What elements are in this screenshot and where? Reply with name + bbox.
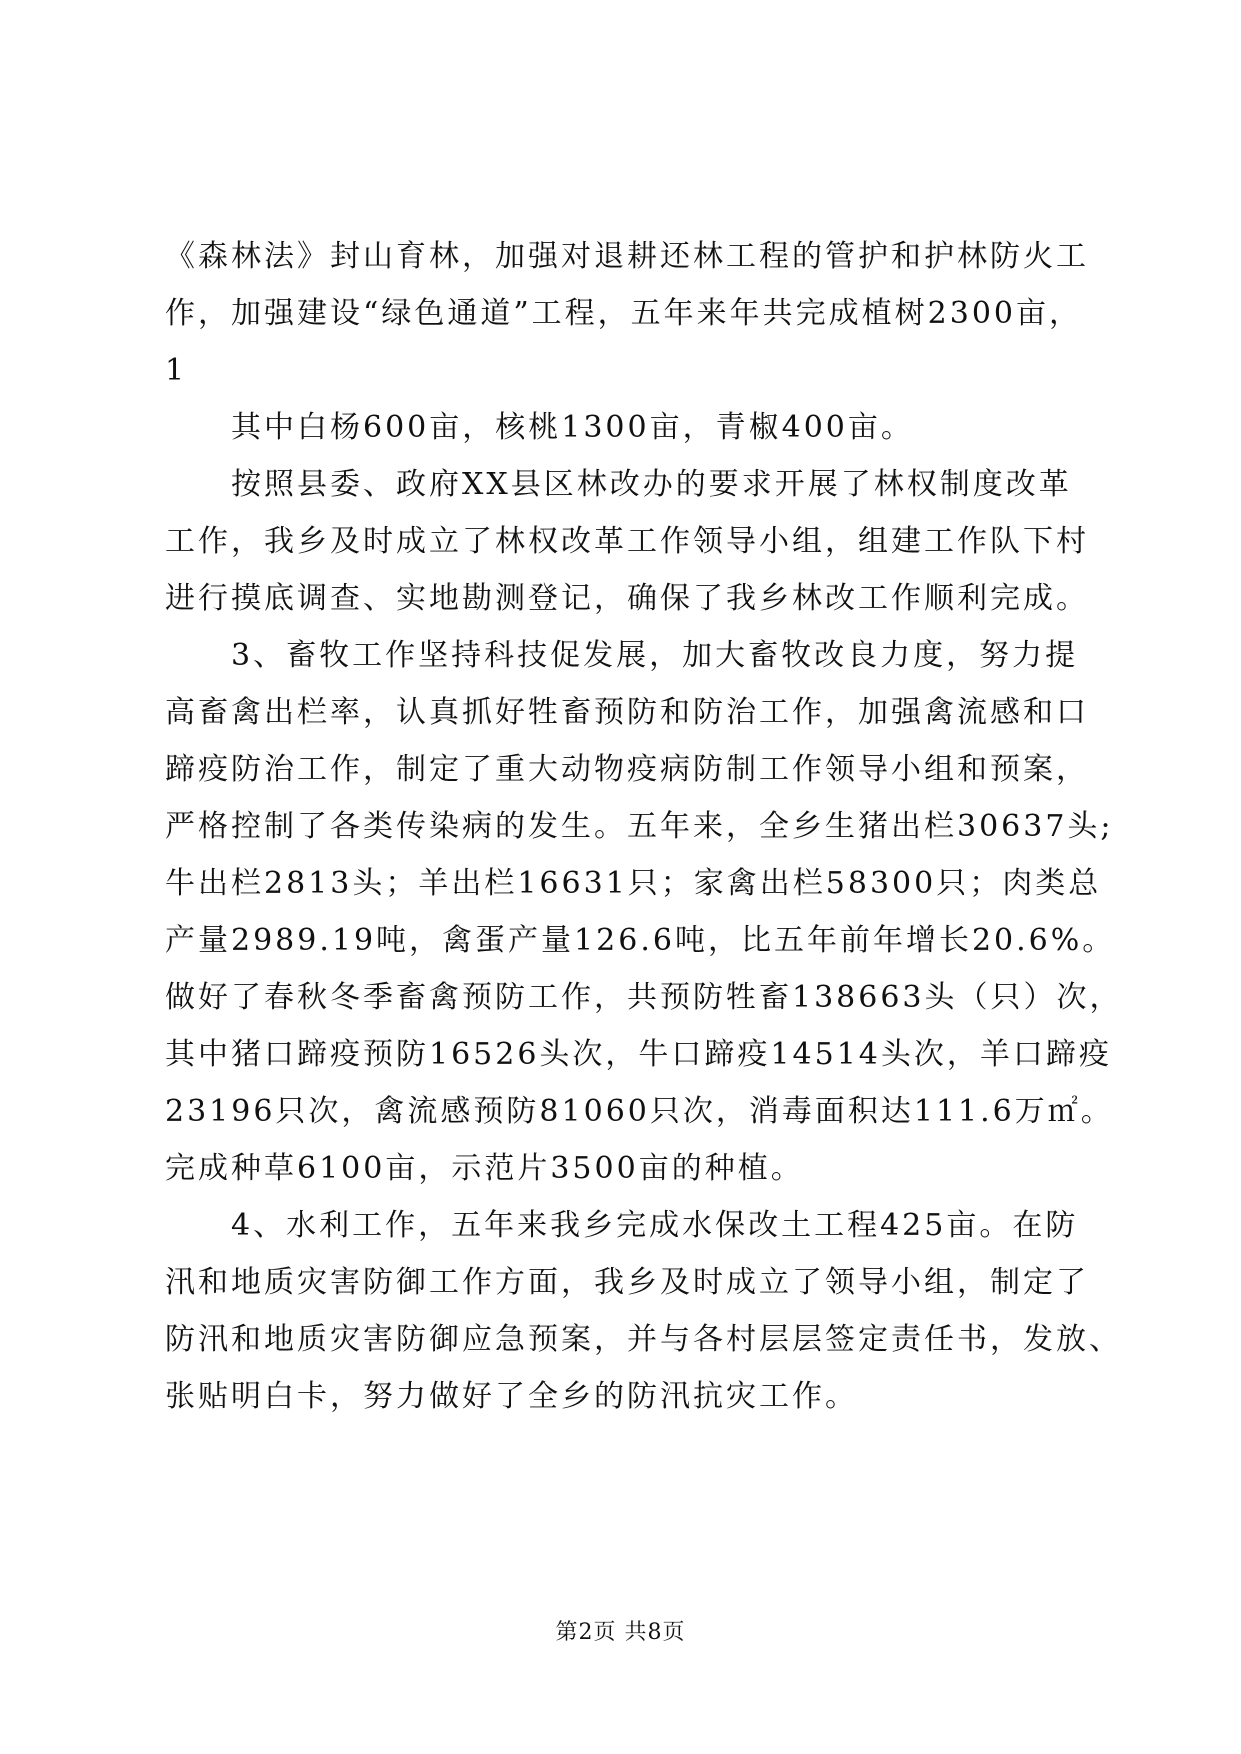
text-line: 产量2989.19吨，禽蛋产量126.6吨，比五年前年增长20.6%。 bbox=[165, 923, 1116, 958]
text-line: 做好了春秋冬季畜禽预防工作，共预防牲畜138663头（只）次， bbox=[165, 980, 1123, 1015]
page-footer bbox=[0, 1615, 1241, 1646]
text-line: 3、畜牧工作坚持科技促发展，加大畜牧改良力度，努力提 bbox=[231, 638, 1079, 673]
text-line: 《森林法》封山育林，加强对退耕还林工程的管护和护林防火工 bbox=[165, 239, 1089, 274]
text-line: 进行摸底调查、实地勘测登记，确保了我乡林改工作顺利完成。 bbox=[165, 581, 1089, 616]
page-number: 第2页 共8页 bbox=[555, 1620, 686, 1645]
text-line: 完成种草6100亩，示范片3500亩的种植。 bbox=[165, 1151, 804, 1186]
text-line: 高畜禽出栏率，认真抓好牲畜预防和防治工作，加强禽流感和口 bbox=[165, 695, 1089, 730]
body-text bbox=[165, 228, 1123, 1425]
text-line: 其中白杨600亩，核桃1300亩，青椒400亩。 bbox=[231, 410, 914, 445]
text-line: 工作，我乡及时成立了林权改革工作领导小组，组建工作队下村 bbox=[165, 524, 1089, 559]
text-line: 蹄疫防治工作，制定了重大动物疫病防制工作领导小组和预案， bbox=[165, 752, 1089, 787]
text-line: 牛出栏2813头；羊出栏16631只；家禽出栏58300只；肉类总 bbox=[165, 866, 1102, 901]
text-line: 23196只次，禽流感预防81060只次，消毒面积达111.6万㎡。 bbox=[165, 1094, 1114, 1129]
text-line: 1 bbox=[165, 353, 188, 388]
text-line: 其中猪口蹄疫预防16526头次，牛口蹄疫14514头次，羊口蹄疫 bbox=[165, 1037, 1112, 1072]
text-line: 按照县委、政府XX县区林改办的要求开展了林权制度改革 bbox=[231, 467, 1072, 502]
text-line: 防汛和地质灾害防御应急预案，并与各村层层签定责任书，发放、 bbox=[165, 1322, 1122, 1357]
text-line: 严格控制了各类传染病的发生。五年来，全乡生猪出栏30637头; bbox=[165, 809, 1114, 844]
text-line: 张贴明白卡，努力做好了全乡的防汛抗灾工作。 bbox=[165, 1379, 858, 1414]
text-line: 4、水利工作，五年来我乡完成水保改土工程425亩。在防 bbox=[231, 1208, 1079, 1243]
text-line: 汛和地质灾害防御工作方面，我乡及时成立了领导小组，制定了 bbox=[165, 1265, 1089, 1300]
text-line: 作，加强建设“绿色通道”工程，五年来年共完成植树2300亩， bbox=[165, 296, 1083, 331]
